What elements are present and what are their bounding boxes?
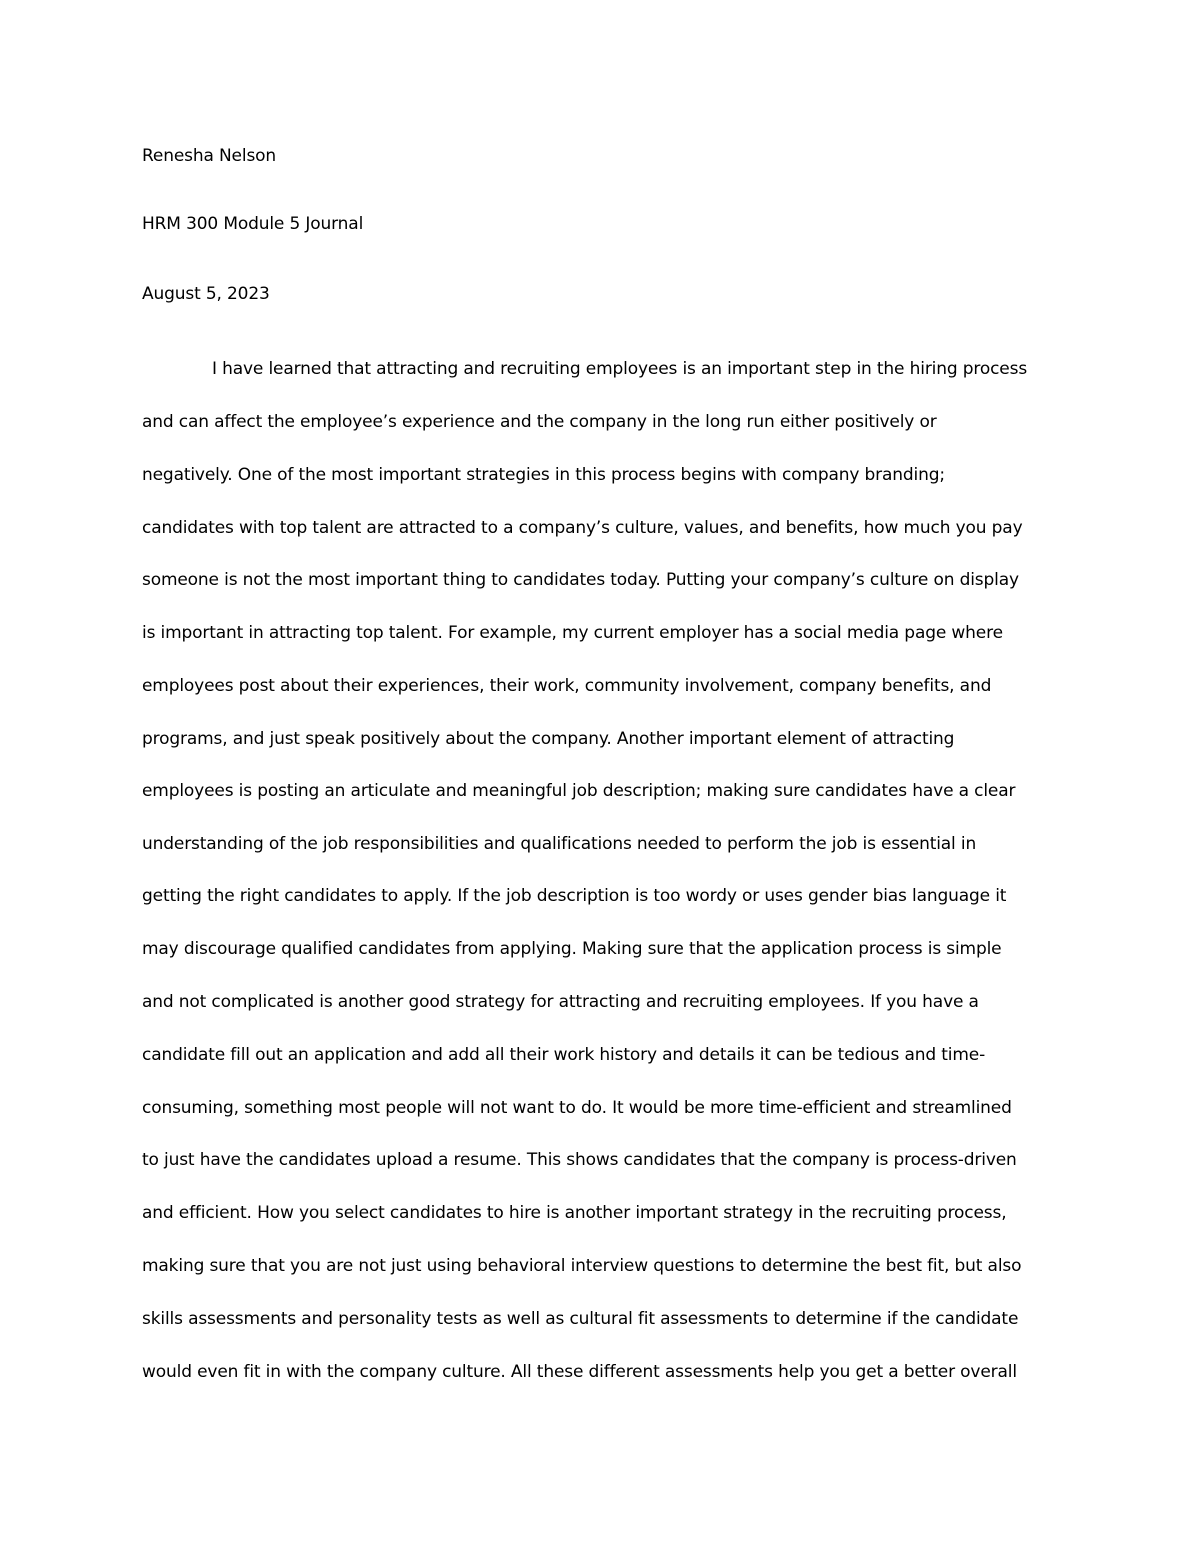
course-title: HRM 300 Module 5 Journal (142, 214, 364, 234)
paragraph-line: and can affect the employee’s experience and the company in the long run either positively or (142, 412, 937, 432)
author-name: Renesha Nelson (142, 146, 277, 166)
paragraph-line: I have learned that attracting and recruiting employees is an important step in the hiring process (212, 359, 1028, 379)
paragraph-line: someone is not the most important thing to candidates today. Putting your company’s culture on display (142, 570, 1019, 590)
paragraph-line: to just have the candidates upload a resume. This shows candidates that the company is process-driven (142, 1150, 1017, 1170)
paragraph-line: understanding of the job responsibilities and qualifications needed to perform the job is essential in (142, 834, 977, 854)
paragraph-line: may discourage qualified candidates from applying. Making sure that the application process is simple (142, 939, 1002, 959)
paragraph-line: skills assessments and personality tests as well as cultural fit assessments to determine if the candidate (142, 1309, 1019, 1329)
paragraph-line: negatively. One of the most important strategies in this process begins with company branding; (142, 465, 945, 485)
paragraph-line: employees is posting an articulate and meaningful job description; making sure candidates have a clear (142, 781, 1016, 801)
paragraph-line: programs, and just speak positively about the company. Another important element of attracting (142, 729, 955, 749)
paragraph-line: candidates with top talent are attracted to a company’s culture, values, and benefits, how much you pay (142, 518, 1023, 538)
paragraph-line: candidate fill out an application and add all their work history and details it can be tedious and time- (142, 1045, 986, 1065)
paragraph-line: is important in attracting top talent. For example, my current employer has a social media page where (142, 623, 1003, 643)
paragraph-line: would even fit in with the company culture. All these different assessments help you get a better overall (142, 1362, 1017, 1382)
paragraph-line: and efficient. How you select candidates to hire is another important strategy in the recruiting process, (142, 1203, 1007, 1223)
document-date: August 5, 2023 (142, 284, 270, 304)
paragraph-line: employees post about their experiences, their work, community involvement, company benefits, and (142, 676, 992, 696)
paragraph-line: making sure that you are not just using behavioral interview questions to determine the best fit, but also (142, 1256, 1022, 1276)
paragraph-line: consuming, something most people will not want to do. It would be more time-efficient and streamlined (142, 1098, 1012, 1118)
paragraph-line: and not complicated is another good strategy for attracting and recruiting employees. If you have a (142, 992, 979, 1012)
paragraph-line: getting the right candidates to apply. If the job description is too wordy or uses gender bias language it (142, 886, 1007, 906)
